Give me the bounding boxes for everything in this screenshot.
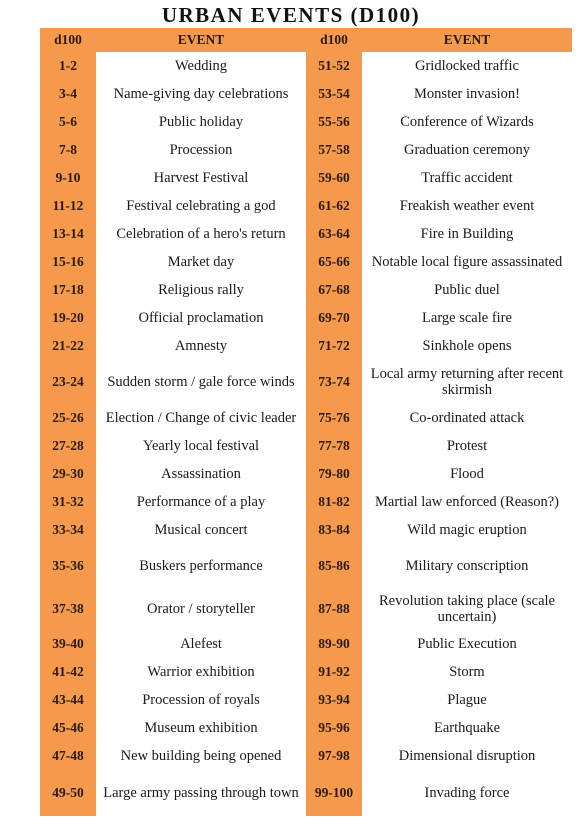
table-row (40, 516, 572, 544)
roll-cell: 77-78 (306, 432, 362, 460)
roll-cell: 59-60 (306, 164, 362, 192)
table-row (40, 276, 572, 304)
table-row (40, 686, 572, 714)
roll-cell: 75-76 (306, 404, 362, 432)
roll-cell: 93-94 (306, 686, 362, 714)
event-cell: Market day (167, 254, 235, 270)
roll-cell: 33-34 (40, 516, 96, 544)
event-cell: Alefest (180, 636, 222, 652)
roll-cell: 71-72 (306, 332, 362, 360)
roll-cell: 19-20 (40, 304, 96, 332)
roll-cell: 83-84 (306, 516, 362, 544)
event-cell: Earthquake (433, 720, 501, 736)
roll-cell: 81-82 (306, 488, 362, 516)
event-cell: Martial law enforced (Reason?) (375, 494, 559, 510)
table-row (40, 630, 572, 658)
table-row (40, 488, 572, 516)
event-cell: Co-ordinated attack (409, 410, 525, 426)
table-body (40, 52, 572, 816)
roll-cell: 63-64 (306, 220, 362, 248)
roll-cell: 29-30 (40, 460, 96, 488)
event-cell: Local army returning after recent skirmish (370, 366, 564, 398)
table-row (40, 108, 572, 136)
header-roll-right: d100 (306, 28, 362, 52)
roll-cell: 69-70 (306, 304, 362, 332)
event-cell: Military conscription (405, 558, 529, 574)
event-cell: Museum exhibition (144, 720, 258, 736)
table-row (40, 80, 572, 108)
event-cell: Gridlocked traffic (414, 58, 519, 74)
event-cell: Public holiday (158, 114, 244, 130)
table-row (40, 304, 572, 332)
roll-cell: 17-18 (40, 276, 96, 304)
roll-cell: 15-16 (40, 248, 96, 276)
table-row (40, 432, 572, 460)
event-cell: Monster invasion! (414, 86, 520, 102)
page-title: URBAN EVENTS (D100) (161, 3, 421, 27)
roll-cell: 1-2 (40, 52, 96, 80)
roll-cell: 65-66 (306, 248, 362, 276)
roll-cell: 51-52 (306, 52, 362, 80)
roll-cell: 35-36 (40, 544, 96, 588)
table-row (40, 220, 572, 248)
event-cell: Flood (450, 466, 484, 482)
header-event-left: EVENT (96, 28, 306, 52)
event-cell: Dimensional disruption (398, 748, 536, 764)
header-event-right: EVENT (362, 28, 572, 52)
event-cell: Large army passing through town (103, 785, 299, 801)
roll-cell: 97-98 (306, 742, 362, 770)
roll-cell: 45-46 (40, 714, 96, 742)
event-cell: Sinkhole opens (422, 338, 512, 354)
event-cell: Orator / storyteller (147, 601, 255, 617)
event-cell: Large scale fire (422, 310, 512, 326)
roll-cell: 13-14 (40, 220, 96, 248)
event-cell: Festival celebrating a god (126, 198, 276, 214)
roll-cell: 5-6 (40, 108, 96, 136)
roll-cell: 57-58 (306, 136, 362, 164)
table-row (40, 658, 572, 686)
event-cell: Amnesty (174, 338, 228, 354)
event-cell: Procession (169, 142, 233, 158)
event-cell: Name-giving day celebrations (113, 86, 289, 102)
table-row (40, 192, 572, 220)
event-cell: Sudden storm / gale force winds (107, 374, 295, 390)
roll-cell: 37-38 (40, 588, 96, 630)
roll-cell: 3-4 (40, 80, 96, 108)
table-row (40, 136, 572, 164)
table-row (40, 164, 572, 192)
roll-cell: 89-90 (306, 630, 362, 658)
table-row (40, 588, 572, 630)
event-cell: New building being opened (120, 748, 282, 764)
roll-cell: 95-96 (306, 714, 362, 742)
roll-cell: 67-68 (306, 276, 362, 304)
event-cell: Invading force (424, 785, 510, 801)
event-cell: Storm (449, 664, 485, 680)
roll-cell: 87-88 (306, 588, 362, 630)
roll-cell: 9-10 (40, 164, 96, 192)
roll-cell: 91-92 (306, 658, 362, 686)
event-cell: Warrior exhibition (147, 664, 255, 680)
roll-cell: 61-62 (306, 192, 362, 220)
table-row (40, 52, 572, 80)
event-cell: Freakish weather event (399, 198, 535, 214)
roll-cell: 41-42 (40, 658, 96, 686)
event-cell: Revolution taking place (scale uncertain) (379, 593, 555, 625)
table-row (40, 404, 572, 432)
table-row (40, 332, 572, 360)
roll-cell: 73-74 (306, 360, 362, 404)
event-cell: Performance of a play (136, 494, 266, 510)
table-row (40, 714, 572, 742)
event-cell: Musical concert (154, 522, 248, 538)
event-cell: Harvest Festival (153, 170, 249, 186)
event-cell: Notable local figure assassinated (371, 254, 563, 270)
table-row (40, 544, 572, 588)
event-cell: Traffic accident (421, 170, 513, 186)
event-cell: Public Execution (417, 636, 517, 652)
roll-cell: 7-8 (40, 136, 96, 164)
event-cell: Fire in Building (420, 226, 514, 242)
roll-cell: 43-44 (40, 686, 96, 714)
event-cell: Public duel (434, 282, 500, 298)
event-cell: Religious rally (158, 282, 244, 298)
event-cell: Procession of royals (142, 692, 260, 708)
table-row (40, 360, 572, 404)
event-cell: Official proclamation (138, 310, 264, 326)
roll-cell: 49-50 (40, 770, 96, 816)
roll-cell: 23-24 (40, 360, 96, 404)
table-row (40, 248, 572, 276)
event-cell: Wild magic eruption (407, 522, 527, 538)
table-row (40, 770, 572, 816)
event-cell: Wedding (175, 58, 227, 74)
event-cell: Conference of Wizards (400, 114, 534, 130)
roll-cell: 47-48 (40, 742, 96, 770)
event-cell: Plague (447, 692, 487, 708)
table-row (40, 742, 572, 770)
event-cell: Buskers performance (139, 558, 263, 574)
roll-cell: 25-26 (40, 404, 96, 432)
event-cell: Assassination (161, 466, 241, 482)
roll-cell: 85-86 (306, 544, 362, 588)
roll-cell: 31-32 (40, 488, 96, 516)
event-cell: Graduation ceremony (403, 142, 531, 158)
roll-cell: 11-12 (40, 192, 96, 220)
header-roll-left: d100 (40, 28, 96, 52)
roll-cell: 27-28 (40, 432, 96, 460)
event-cell: Celebration of a hero's return (116, 226, 286, 242)
roll-cell: 21-22 (40, 332, 96, 360)
roll-cell: 53-54 (306, 80, 362, 108)
table-row (40, 460, 572, 488)
roll-cell: 39-40 (40, 630, 96, 658)
urban-events-table (40, 28, 572, 816)
roll-cell: 55-56 (306, 108, 362, 136)
event-cell: Yearly local festival (142, 438, 260, 454)
roll-cell: 99-100 (306, 770, 362, 816)
event-cell: Protest (446, 438, 488, 454)
roll-cell: 79-80 (306, 460, 362, 488)
event-cell: Election / Change of civic leader (105, 410, 297, 426)
table-header-row (40, 28, 572, 52)
